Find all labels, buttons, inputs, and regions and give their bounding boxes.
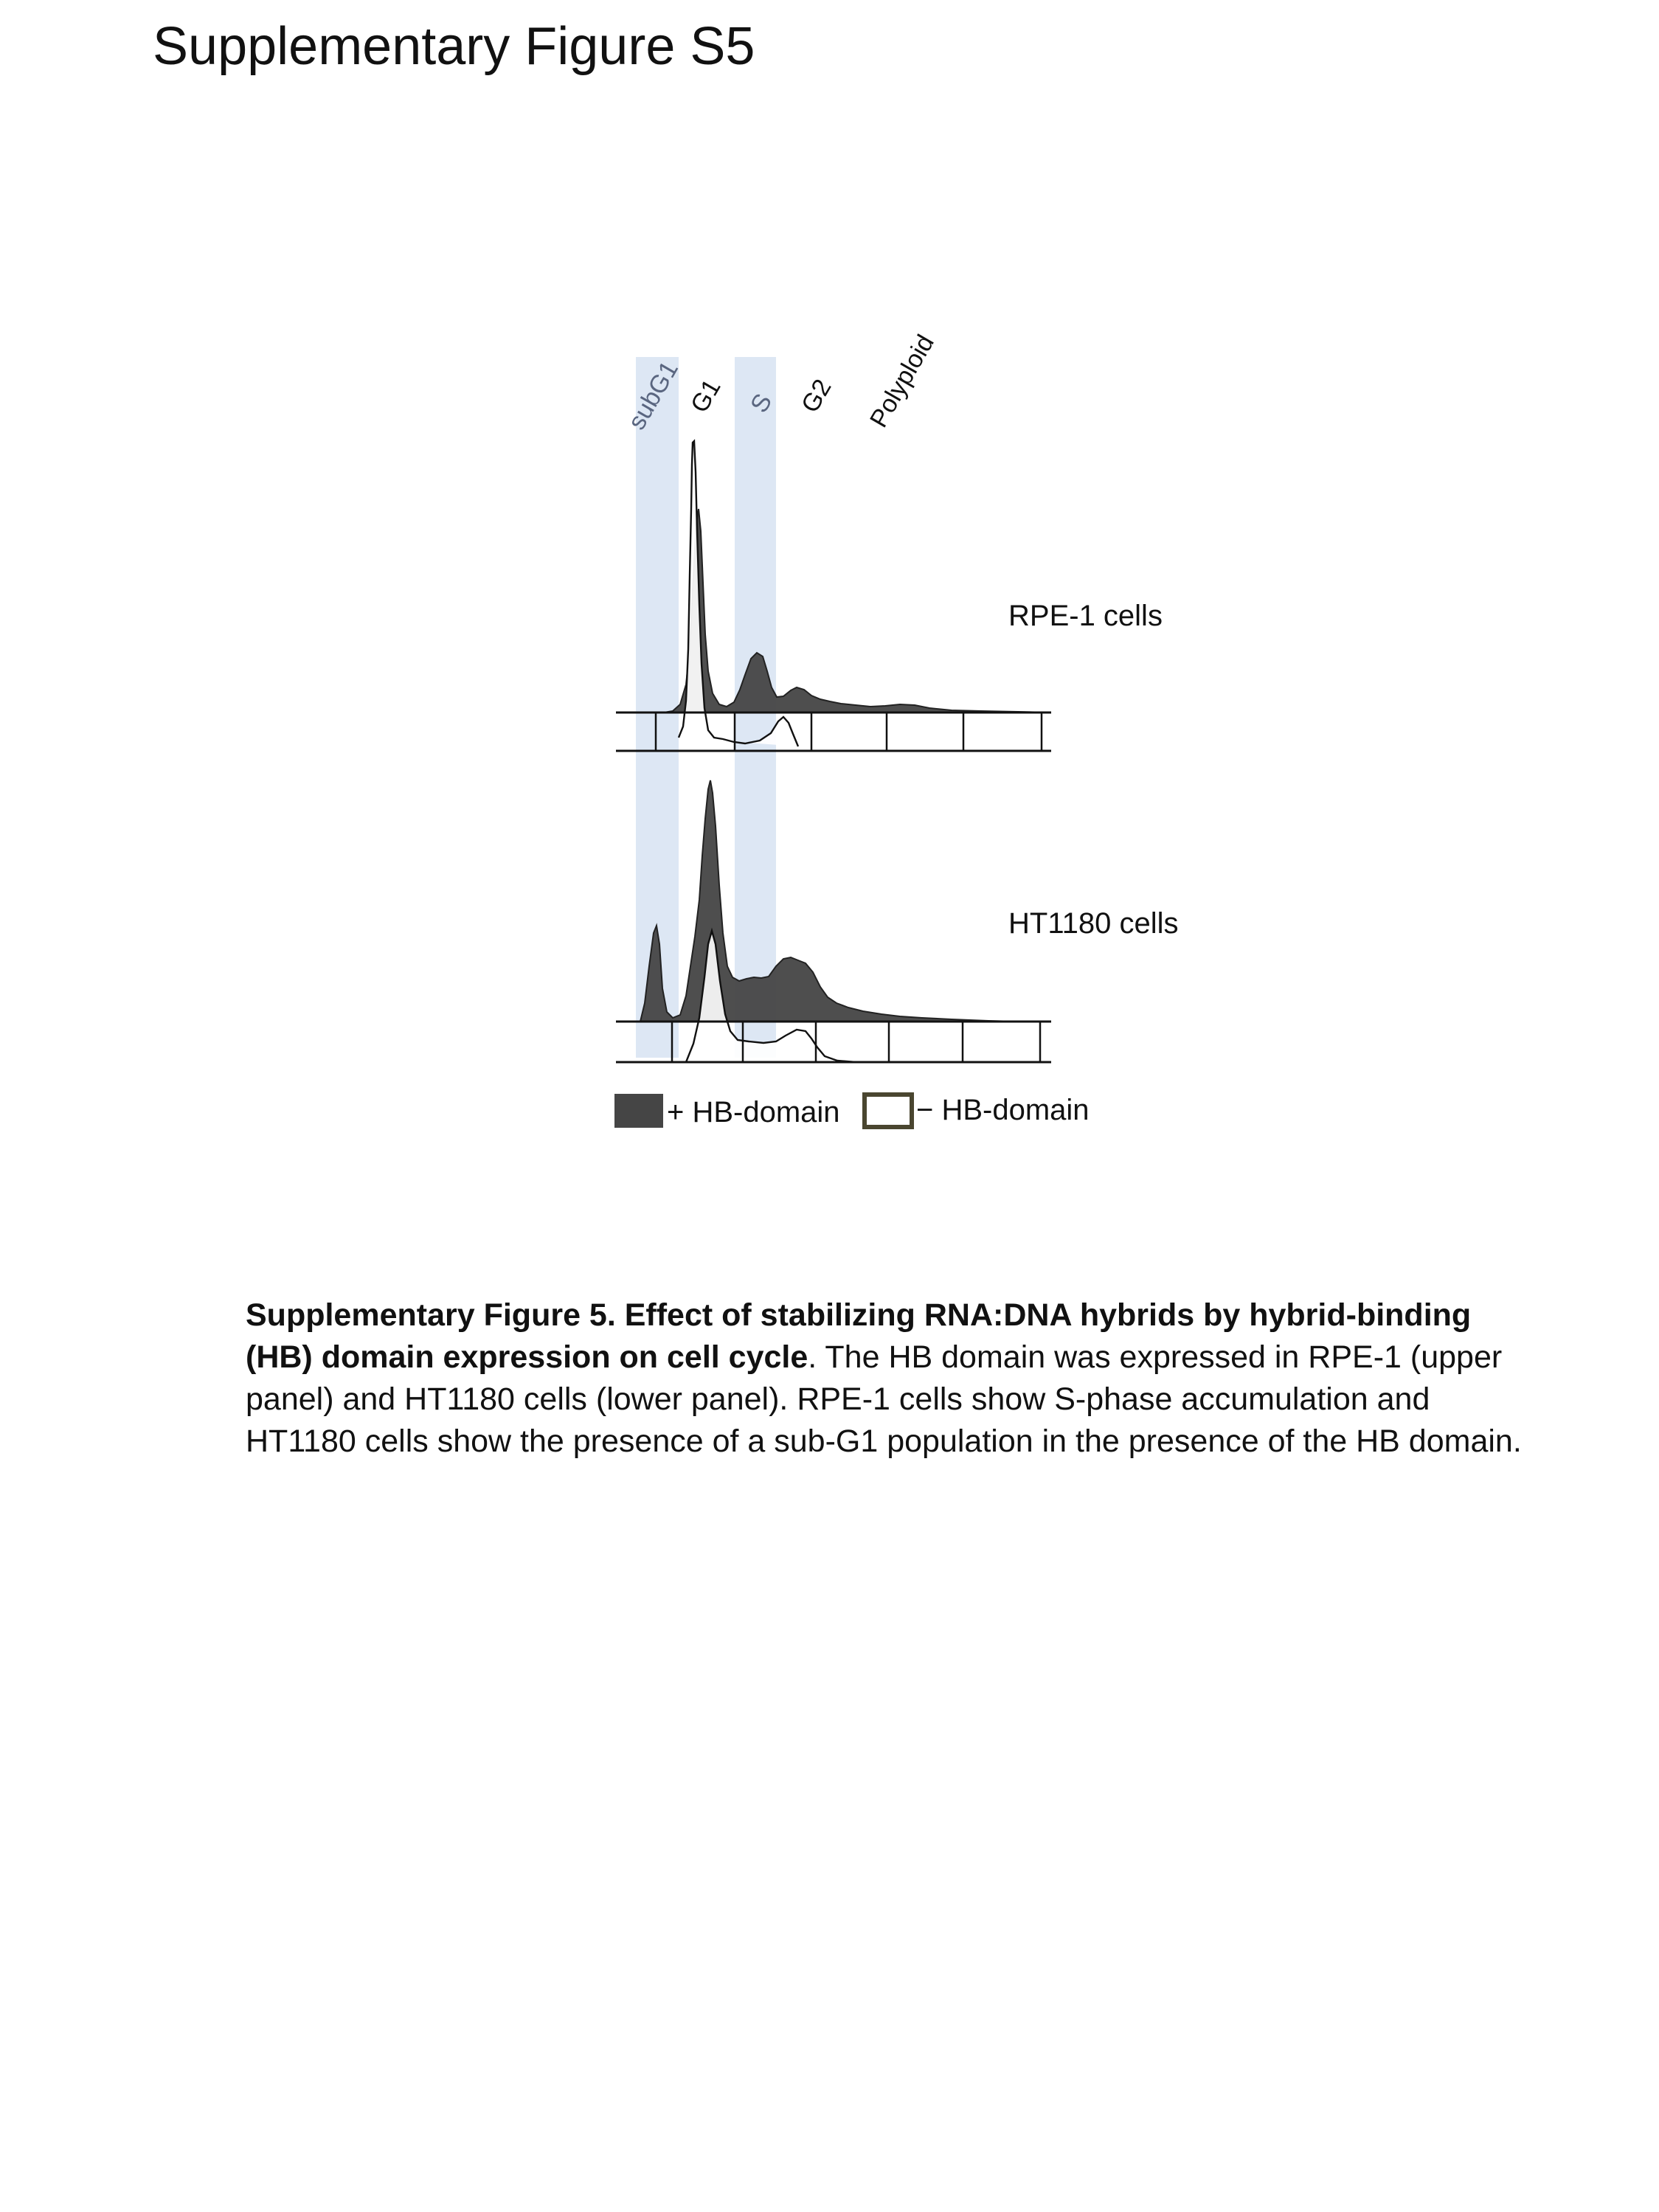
caption-title: Supplementary Figure 5. Effect of stabilizing RNA:DNA hybrids by hybrid-binding (HB) domain expression on cell cycle [246, 1297, 1472, 1375]
figure-caption [246, 1294, 1522, 1463]
page-title: Supplementary Figure S5 [153, 17, 755, 76]
rpe1-gate-ticks [656, 713, 1042, 751]
legend-minus-hb-swatch [865, 1095, 912, 1127]
rpe1-panel [616, 441, 1051, 751]
legend-plus-hb-label: + HB-domain [667, 1096, 840, 1128]
phase-label-subg1: subG1 [623, 356, 685, 434]
phase-label-g2: G2 [796, 374, 837, 417]
rpe1-plus-hb-histogram [616, 509, 1051, 713]
legend-plus-hb-swatch [614, 1094, 663, 1128]
ht1180-plus-hb-histogram [640, 780, 1018, 1022]
phase-label-g1: G1 [685, 374, 727, 417]
phase-label-s: S [745, 389, 778, 417]
phase-label-polyploid: Polyploid [865, 330, 940, 432]
figure-legend [614, 1094, 1090, 1128]
legend-minus-hb-label: − HB-domain [916, 1094, 1090, 1126]
caption-body: . The HB domain was expressed in RPE-1 (upper panel) and HT1180 cells (lower panel). RPE-1 cells show S-phase accumulation and HT1180 cells show the presence of a sub-G1 population in the presence of the HB domain. [246, 1339, 1522, 1459]
rpe1-panel-label: RPE-1 cells [1008, 600, 1163, 632]
ht1180-panel-label: HT1180 cells [1008, 907, 1179, 940]
ht1180-panel [616, 780, 1051, 1062]
